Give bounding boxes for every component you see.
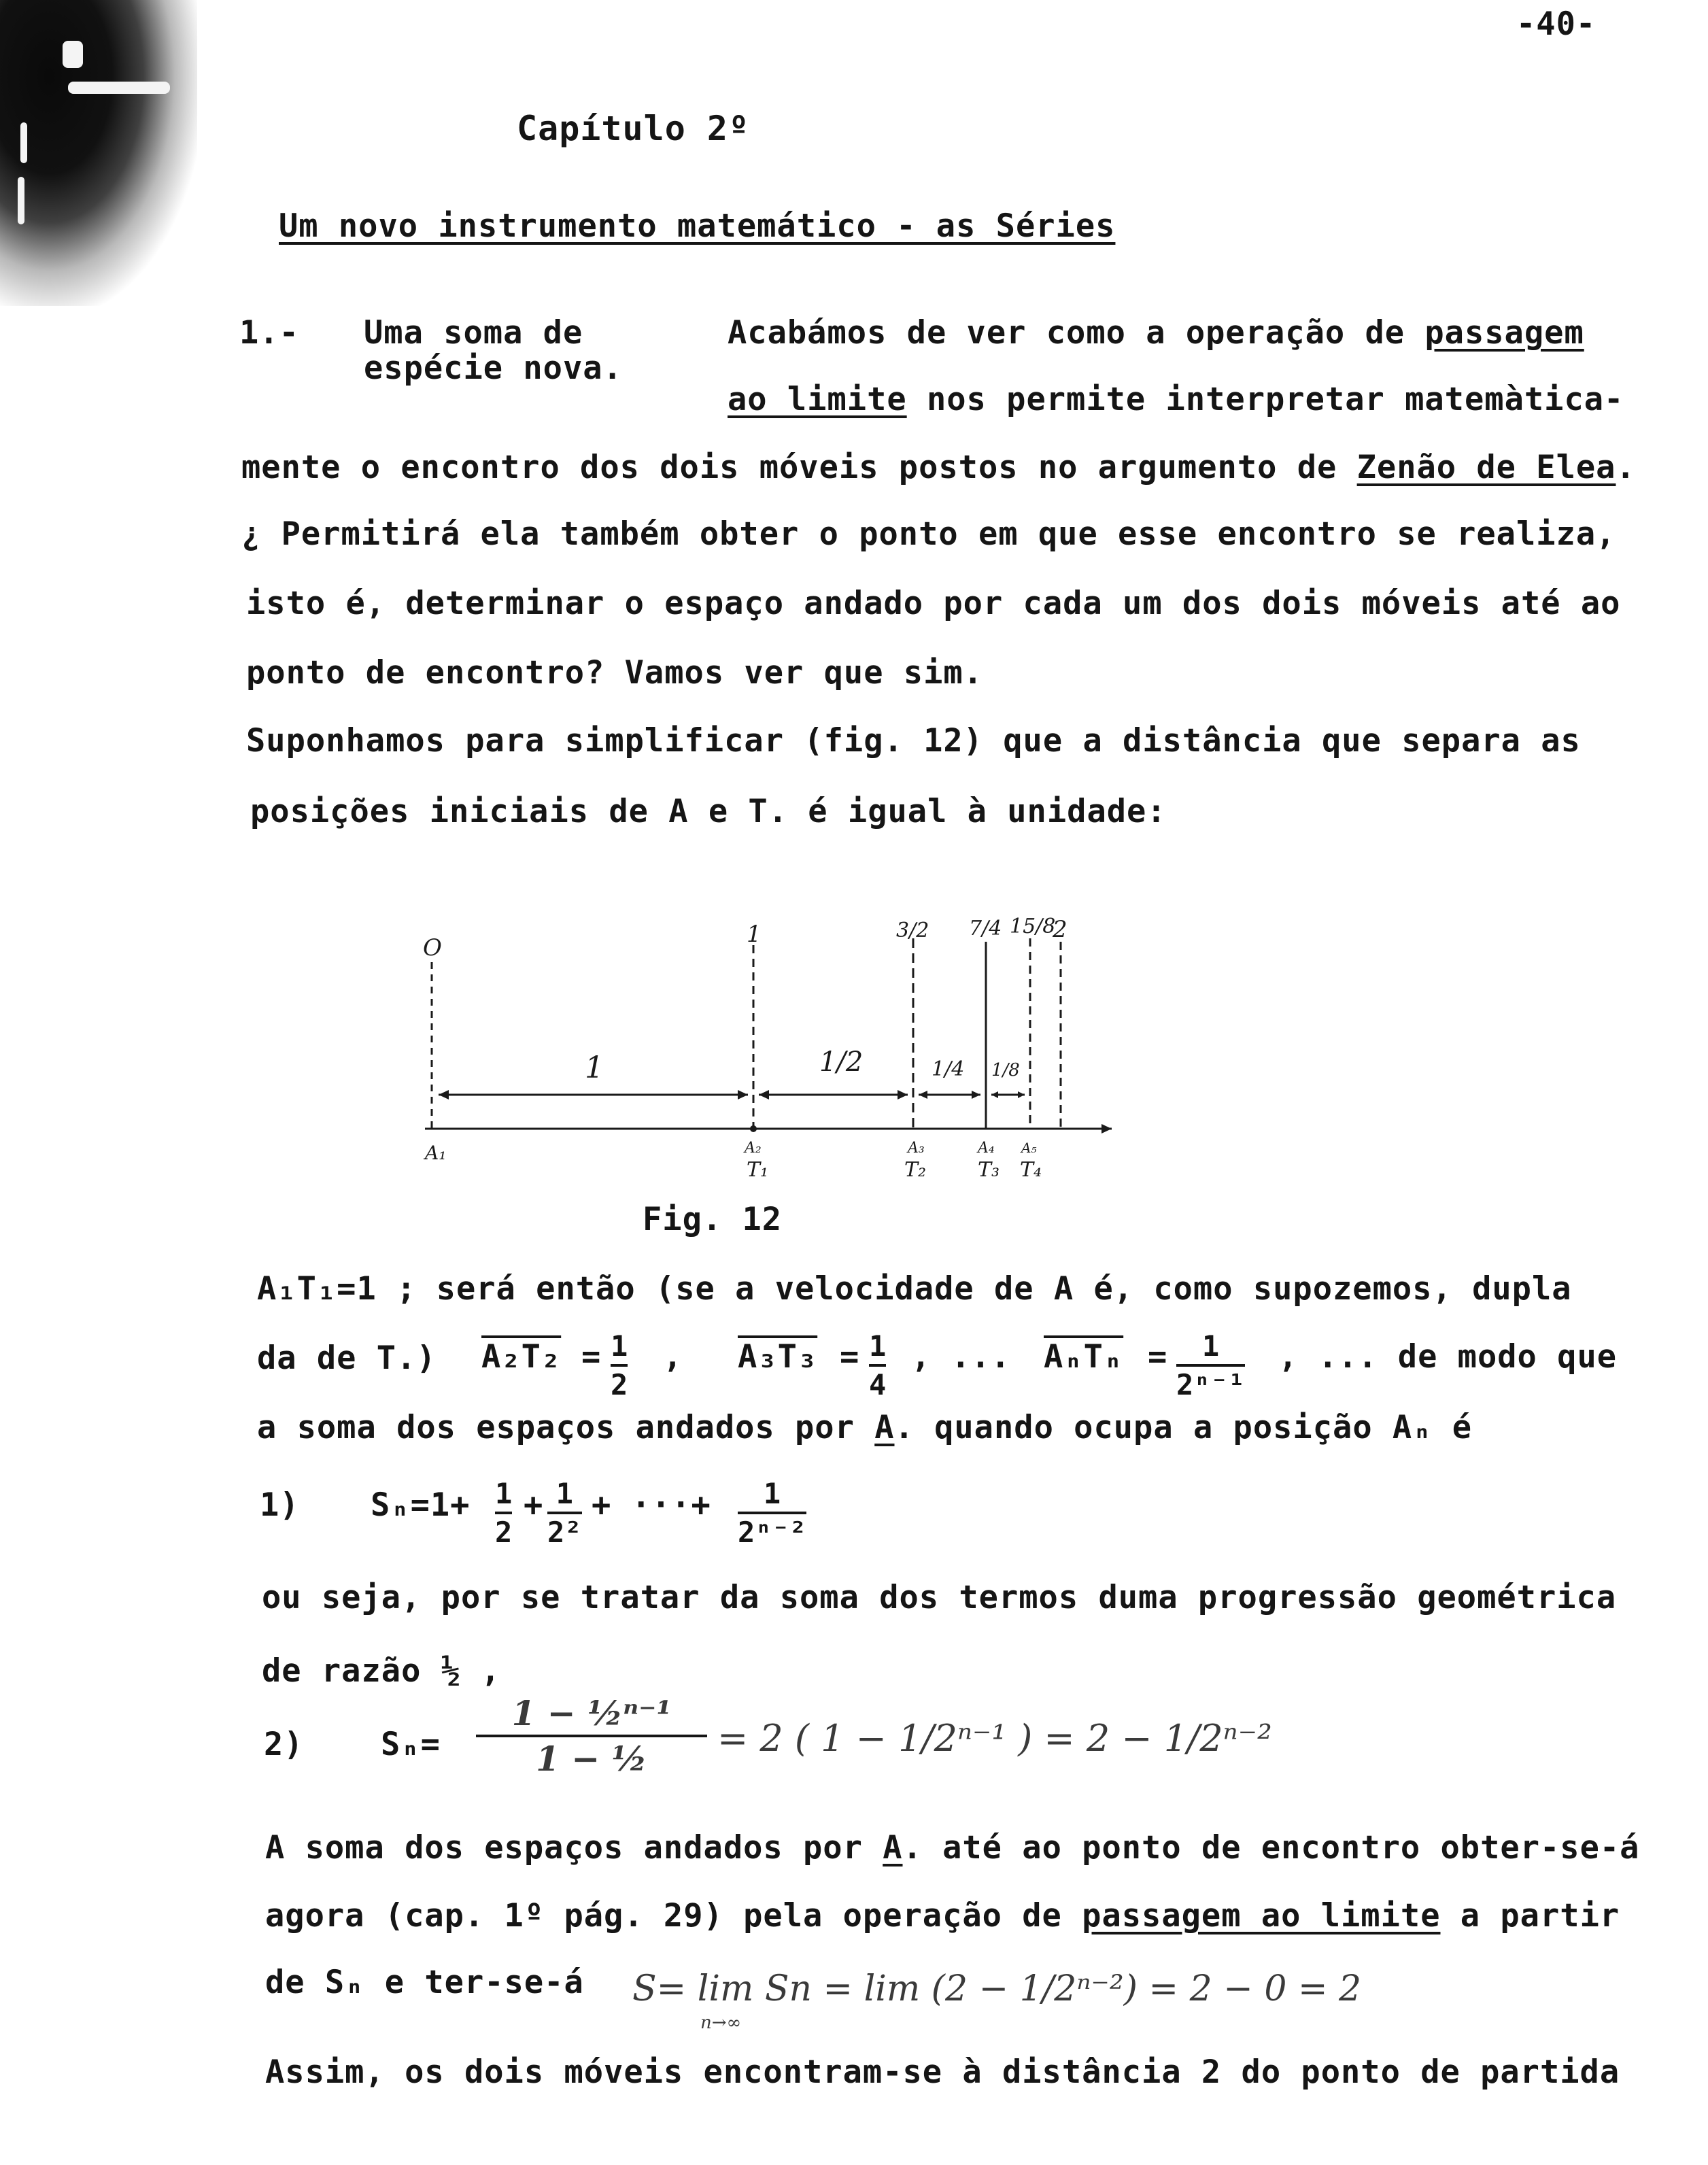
numerator: 1 − ½ⁿ⁻¹ (511, 1693, 672, 1733)
label-t2: T₂ (904, 1158, 927, 1182)
label-a2: A₂ (745, 1140, 762, 1157)
chapter-title: Capítulo 2º (517, 109, 750, 148)
comma-1: , (663, 1338, 683, 1376)
paragraph1-line4: ¿ Permitirá ela também obter o ponto em que esse encontro se realiza, (241, 515, 1616, 553)
label-a3: A₃ (908, 1140, 925, 1157)
denominator: 2ⁿ⁻¹ (1176, 1368, 1246, 1401)
label-a5: A₅ (1021, 1140, 1037, 1156)
denominator: 2ⁿ⁻² (738, 1516, 807, 1549)
eq1-plus-1: + (524, 1486, 544, 1524)
page-number: -40- (1516, 5, 1596, 43)
margin-note-line1: Uma soma de (364, 314, 583, 352)
paragraph1-line8: posições iniciais de A e T. é igual à unidade: (250, 793, 1167, 830)
eq1-plus-dots: + ···+ (592, 1486, 711, 1524)
numerator: 1 (763, 1477, 781, 1510)
paragraph1-line2: ao limite nos permite interpretar matemàtica- (728, 381, 1624, 418)
equals-sign-2: = (840, 1338, 860, 1376)
section-number: 1.- (239, 314, 299, 352)
denominator: 2² (547, 1516, 582, 1549)
fraction-one-quarter (869, 1329, 886, 1401)
equation1-number: 1) (260, 1486, 300, 1524)
paragraph1-line1: Acabámos de ver como a operação de passagem (728, 314, 1584, 352)
paragraph4-line2: agora (cap. 1º pág. 29) pela operação de passagem ao limite a partir (265, 1897, 1620, 1934)
label-7-4: 7/4 (969, 917, 1002, 940)
denominator: 4 (869, 1368, 887, 1401)
equation2-lhs: Sₙ= (381, 1726, 441, 1763)
ellipsis-1: , ... (911, 1338, 1011, 1376)
label-3-2: 3/2 (896, 919, 929, 942)
paragraph2-line3: a soma dos espaços andados por A. quando ocupa a posição Aₙ é (257, 1409, 1473, 1446)
equation2-fraction (476, 1693, 707, 1779)
label-1: 1 (747, 921, 762, 948)
figure-caption: Fig. 12 (643, 1201, 783, 1238)
paragraph1-line3: mente o encontro dos dois móveis postos no argumento de Zenão de Elea. (241, 449, 1636, 486)
equation1-lhs: Sₙ=1+ (371, 1486, 471, 1524)
paragraph4-line4: Assim, os dois móveis encontram-se à distância 2 do ponto de partida (265, 2053, 1620, 2091)
paragraph4-line3: de Sₙ e ter-se-á (265, 1964, 584, 2001)
segment-label-eighth: 1/8 (991, 1060, 1020, 1080)
segment-a2t2: A₂T₂ (481, 1338, 562, 1376)
paragraph1-line7: Suponhamos para simplificar (fig. 12) que a distância que separa as (246, 722, 1581, 760)
equals-sign-3: = (1148, 1338, 1168, 1376)
denominator: 1 − ½ (536, 1739, 647, 1779)
label-t3: T₃ (978, 1158, 1000, 1182)
segment-antn: AₙTₙ (1044, 1338, 1124, 1376)
paragraph1-line5: isto é, determinar o espaço andado por cada um dos dois móveis até ao (246, 585, 1621, 622)
denominator: 2 (495, 1516, 513, 1549)
limit-subscript: n→∞ (700, 2013, 742, 2033)
paragraph3-line2: de razão ½ , (262, 1652, 501, 1690)
scan-bleed-mark (0, 0, 197, 306)
segment-label-quarter: 1/4 (932, 1057, 965, 1081)
label-o: O (423, 934, 442, 961)
paragraph3-line1: ou seja, por se tratar da soma dos termos duma progressão geométrica (262, 1579, 1617, 1616)
numerator: 1 (611, 1329, 628, 1363)
segment-a3t3: A₃T₃ (738, 1338, 818, 1376)
segment-label-half: 1/2 (819, 1046, 864, 1078)
paragraph2-label: da de T.) (257, 1340, 437, 1377)
figure-12-diagram (381, 898, 1142, 1183)
numerator: 1 (1201, 1329, 1220, 1363)
label-2: 2 (1053, 916, 1068, 943)
numerator: 1 (869, 1329, 887, 1363)
section-title: Um novo instrumento matemático - as Séries (279, 207, 1116, 245)
paragraph1-line6: ponto de encontro? Vamos ver que sim. (246, 654, 983, 692)
segment-label-1: 1 (585, 1051, 604, 1085)
equation2-rhs: = 2 ( 1 − 1/2ⁿ⁻¹ ) = 2 − 1/2ⁿ⁻² (717, 1717, 1272, 1760)
denominator: 2 (611, 1368, 628, 1401)
numerator: 1 (556, 1477, 573, 1510)
fraction-one-over-2n-1 (1176, 1329, 1245, 1401)
paragraph4-line1: A soma dos espaços andados por A. até ao ponto de encontro obter-se-á (265, 1829, 1640, 1866)
eq1-term-quarter (547, 1477, 582, 1549)
label-t4: T₄ (1020, 1158, 1042, 1182)
equals-sign-1: = (581, 1338, 602, 1376)
margin-note-line2: espécie nova. (364, 350, 623, 387)
numerator: 1 (495, 1477, 513, 1510)
fraction-one-half (611, 1329, 628, 1401)
label-a1: A₁ (425, 1142, 447, 1164)
label-a4: A₄ (978, 1140, 995, 1157)
equation2-number: 2) (264, 1726, 304, 1763)
eq1-term-half (495, 1477, 512, 1549)
paragraph2-line2-end: , ... de modo que (1278, 1338, 1618, 1376)
eq1-term-last (738, 1477, 806, 1549)
paragraph2-line1: A₁T₁=1 ; será então (se a velocidade de A é, como supozemos, dupla (257, 1270, 1572, 1308)
label-t1: T₁ (747, 1158, 769, 1182)
limit-expression: S= lim Sn = lim (2 − 1/2ⁿ⁻²) = 2 − 0 = 2 (632, 1968, 1362, 2009)
label-15-8: 15/8 (1010, 915, 1056, 938)
